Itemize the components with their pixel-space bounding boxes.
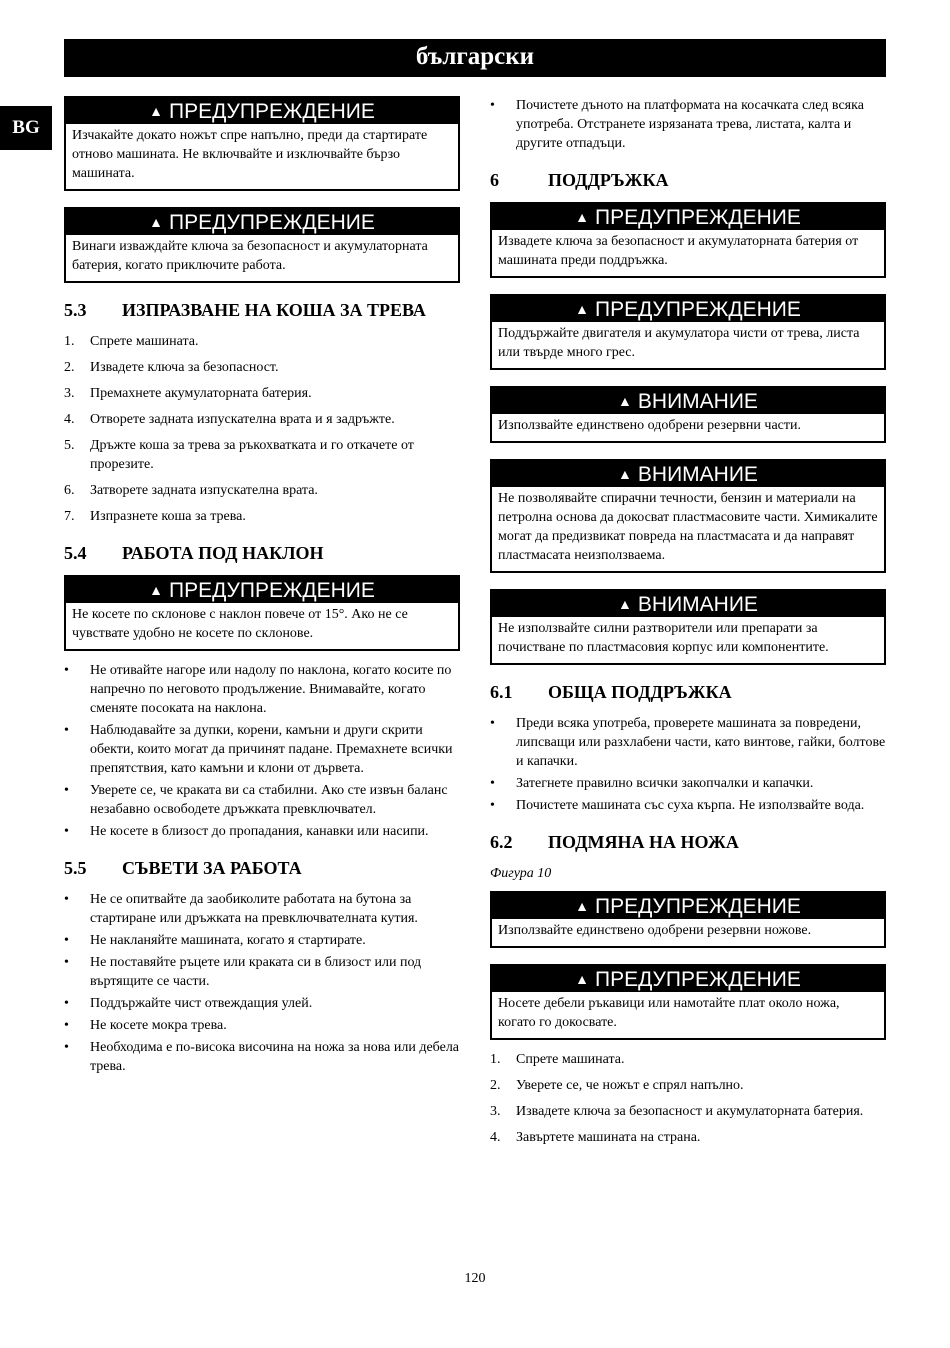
bullet-text: Поддържайте чист отвеждащия улей. — [90, 996, 313, 1011]
list-item — [490, 796, 886, 815]
list-item — [64, 931, 460, 950]
warning-box-text: Носете дебели ръкавици или намотайте плат около ножа, когато го докосвате. — [498, 996, 840, 1030]
warning-box — [490, 202, 886, 278]
warning-box — [64, 207, 460, 283]
bullet-dot-icon: • — [64, 723, 69, 738]
bullet-text: Почистете дъното на платформата на косачката след всяка употреба. Отстранете изрязаната трева, листата, калта и другите отпадъци. — [516, 98, 864, 151]
warning-box-text: Използвайте единствено одобрени резервни ножове. — [498, 923, 812, 938]
step-number: 2. — [64, 360, 75, 375]
list-item — [64, 1038, 460, 1076]
bullet-text: Не накланяйте машината, когато я стартирате. — [90, 933, 366, 948]
bullet-text: Преди всяка употреба, проверете машината за повредени, липсващи или разхлабени части, като винтове, гайки, болтове и капачки. — [516, 716, 886, 769]
caution-box-text: Не използвайте силни разтворители или препарати за почистване по пластмасовия корпус или компонентите. — [498, 621, 829, 655]
warning-box-title: ПРЕДУПРЕЖДЕНИЕ — [594, 298, 801, 321]
bullet-text: Наблюдавайте за дупки, корени, камъни и други скрити обекти, които могат да причинят падане. Премахнете всички препятствия, като камъни и клони от дървета. — [90, 723, 453, 776]
warning-triangle-icon: ▲ — [575, 898, 589, 914]
bullet-text: Не отивайте нагоре или надолу по наклона, когато косите по напречно по неговото продължение. Внимавайте, когато сменяте посоката на наклона. — [90, 663, 452, 716]
list-item — [64, 507, 460, 526]
step-number: 5. — [64, 438, 75, 453]
warning-box-title: ПРЕДУПРЕЖДЕНИЕ — [168, 100, 375, 123]
bullet-text: Затегнете правилно всички закопчалки и капачки. — [516, 776, 814, 791]
list-item — [490, 96, 886, 153]
bullet-dot-icon: • — [490, 716, 495, 731]
step-text: Уверете се, че ножът е спрял напълно. — [516, 1078, 744, 1093]
step-text: Спрете машината. — [90, 334, 199, 349]
caution-box-text: Използвайте единствено одобрени резервни части. — [498, 418, 801, 433]
list-item — [64, 721, 460, 778]
list-item — [64, 481, 460, 500]
bullet-text: Почистете машината със суха кърпа. Не използвайте вода. — [516, 798, 865, 813]
warning-box-header — [492, 966, 884, 992]
list-item — [64, 661, 460, 718]
right-column — [490, 96, 886, 1154]
list-item — [64, 890, 460, 928]
step-text: Извадете ключа за безопасност и акумулаторната батерия. — [516, 1104, 864, 1119]
warning-triangle-icon: ▲ — [618, 596, 632, 612]
warning-box-text: Извадете ключа за безопасност и акумулаторната батерия от машината преди поддръжка. — [498, 234, 859, 268]
section-number: 5.4 — [64, 543, 87, 563]
bullet-list — [64, 661, 460, 841]
bullet-list — [490, 96, 886, 153]
section-heading — [490, 681, 886, 704]
language-tab: BG — [0, 106, 52, 150]
caution-box — [490, 589, 886, 665]
caution-box-text: Не позволявайте спирачни течности, бензин и материали на петролна основа да докосват пластмасовите части. Химикалите могат да предизвикат повреда на пластмасата и да направят пластмасата неизползваема. — [498, 491, 878, 563]
list-item — [490, 1050, 886, 1069]
step-number: 2. — [490, 1078, 501, 1093]
step-text: Завъртете машината на страна. — [516, 1130, 701, 1145]
step-text: Отворете задната изпускателна врата и я задръжте. — [90, 412, 395, 427]
bullet-dot-icon: • — [64, 892, 69, 907]
bullet-dot-icon: • — [64, 996, 69, 1011]
warning-triangle-icon: ▲ — [618, 466, 632, 482]
warning-box-header — [492, 893, 884, 919]
bullet-dot-icon: • — [64, 1018, 69, 1033]
bullet-list — [64, 890, 460, 1076]
warning-box-text: Поддържайте двигателя и акумулатора чисти от трева, листа или твърде много грес. — [498, 326, 860, 360]
section-number: 5.3 — [64, 300, 87, 320]
page-header-title: български — [64, 39, 886, 77]
bullet-text: Не поставяйте ръцете или краката си в близост или под въртящите се части. — [90, 955, 422, 989]
bullet-text: Уверете се, че краката ви са стабилни. Ако сте извън баланс незабавно освободете дръжката превключвател. — [90, 783, 448, 817]
section-title: ПОДМЯНА НА НОЖА — [548, 832, 739, 852]
list-item — [64, 822, 460, 841]
warning-box — [490, 891, 886, 948]
list-item — [490, 1128, 886, 1147]
list-item — [64, 436, 460, 474]
section-title: ИЗПРАЗВАНЕ НА КОША ЗА ТРЕВА — [122, 300, 426, 320]
bullet-dot-icon: • — [64, 1040, 69, 1055]
section-heading — [490, 831, 886, 854]
section-heading — [490, 169, 886, 192]
warning-triangle-icon: ▲ — [149, 103, 163, 119]
step-number: 6. — [64, 483, 75, 498]
warning-triangle-icon: ▲ — [618, 393, 632, 409]
warning-box-text: Винаги изваждайте ключа за безопасност и акумулаторната батерия, когато приключите работа. — [72, 239, 428, 273]
step-number: 3. — [490, 1104, 501, 1119]
bullet-dot-icon: • — [64, 933, 69, 948]
section-number: 6.2 — [490, 832, 513, 852]
section-title: ОБЩА ПОДДРЪЖКА — [548, 682, 732, 702]
step-text: Спрете машината. — [516, 1052, 625, 1067]
bullet-dot-icon: • — [64, 783, 69, 798]
section-number: 5.5 — [64, 858, 87, 878]
section-title: РАБОТА ПОД НАКЛОН — [122, 543, 324, 563]
section-heading — [64, 299, 460, 322]
list-item — [64, 953, 460, 991]
warning-box-title: ПРЕДУПРЕЖДЕНИЕ — [168, 211, 375, 234]
list-item — [64, 994, 460, 1013]
step-number: 1. — [64, 334, 75, 349]
caution-box — [490, 386, 886, 443]
warning-box-header — [492, 204, 884, 230]
section-number: 6 — [490, 170, 499, 190]
caution-box-title: ВНИМАНИЕ — [637, 593, 758, 616]
page-number: 120 — [464, 1271, 486, 1286]
bullet-dot-icon: • — [490, 798, 495, 813]
warning-triangle-icon: ▲ — [575, 301, 589, 317]
warning-box-title: ПРЕДУПРЕЖДЕНИЕ — [168, 579, 375, 602]
list-item — [64, 384, 460, 403]
warning-box-text: Не косете по склонове с наклон повече от 15°. Ако не се чувствате удобно не косете по склонове. — [72, 607, 408, 641]
left-column — [64, 96, 460, 1082]
bullet-text: Не косете мокра трева. — [90, 1018, 227, 1033]
warning-box-header — [66, 98, 458, 124]
step-text: Затворете задната изпускателна врата. — [90, 483, 318, 498]
bullet-dot-icon: • — [64, 663, 69, 678]
step-number: 1. — [490, 1052, 501, 1067]
caution-box — [490, 459, 886, 573]
warning-box — [64, 575, 460, 651]
step-number: 3. — [64, 386, 75, 401]
list-item — [64, 358, 460, 377]
figure-reference: Фигура 10 — [490, 866, 552, 881]
warning-box-header — [492, 296, 884, 322]
bullet-dot-icon: • — [64, 955, 69, 970]
warning-triangle-icon: ▲ — [149, 582, 163, 598]
warning-box — [490, 294, 886, 370]
section-number: 6.1 — [490, 682, 513, 702]
list-item — [490, 714, 886, 771]
warning-box-title: ПРЕДУПРЕЖДЕНИЕ — [594, 206, 801, 229]
section-title: ПОДДРЪЖКА — [548, 170, 669, 190]
caution-box-header — [492, 461, 884, 487]
list-item — [64, 332, 460, 351]
bullet-text: Необходима е по-висока височина на ножа за нова или дебела трева. — [90, 1040, 460, 1074]
bullet-dot-icon: • — [64, 824, 69, 839]
bullet-dot-icon: • — [490, 98, 495, 113]
numbered-steps-list — [64, 332, 460, 526]
warning-triangle-icon: ▲ — [575, 971, 589, 987]
step-text: Дръжте коша за трева за ръкохватката и го откачете от прорезите. — [90, 438, 414, 472]
step-number: 4. — [64, 412, 75, 427]
section-title: СЪВЕТИ ЗА РАБОТА — [122, 858, 302, 878]
list-item — [490, 774, 886, 793]
bullet-text: Не косете в близост до пропадания, канавки или насипи. — [90, 824, 429, 839]
list-item — [490, 1102, 886, 1121]
caution-box-header — [492, 388, 884, 414]
caution-box-title: ВНИМАНИЕ — [637, 463, 758, 486]
section-heading — [64, 542, 460, 565]
step-text: Извадете ключа за безопасност. — [90, 360, 279, 375]
step-text: Изпразнете коша за трева. — [90, 509, 246, 524]
section-heading — [64, 857, 460, 880]
warning-box — [490, 964, 886, 1040]
bullet-dot-icon: • — [490, 776, 495, 791]
list-item — [64, 781, 460, 819]
list-item — [64, 1016, 460, 1035]
list-item — [490, 1076, 886, 1095]
caution-box-title: ВНИМАНИЕ — [637, 390, 758, 413]
warning-box-title: ПРЕДУПРЕЖДЕНИЕ — [594, 968, 801, 991]
warning-box-header — [66, 209, 458, 235]
step-number: 7. — [64, 509, 75, 524]
caution-box-header — [492, 591, 884, 617]
step-number: 4. — [490, 1130, 501, 1145]
warning-triangle-icon: ▲ — [149, 214, 163, 230]
warning-triangle-icon: ▲ — [575, 209, 589, 225]
bullet-list — [490, 714, 886, 815]
warning-box-header — [66, 577, 458, 603]
step-text: Премахнете акумулаторната батерия. — [90, 386, 312, 401]
numbered-steps-list — [490, 1050, 886, 1147]
warning-box-title: ПРЕДУПРЕЖДЕНИЕ — [594, 895, 801, 918]
warning-box — [64, 96, 460, 191]
bullet-text: Не се опитвайте да заобиколите работата на бутона за стартиране или дръжката на превключвателната кутия. — [90, 892, 418, 926]
list-item — [64, 410, 460, 429]
warning-box-text: Изчакайте докато ножът спре напълно, преди да стартирате отново машината. Не включвайте и изключвайте бързо машината. — [72, 128, 428, 181]
